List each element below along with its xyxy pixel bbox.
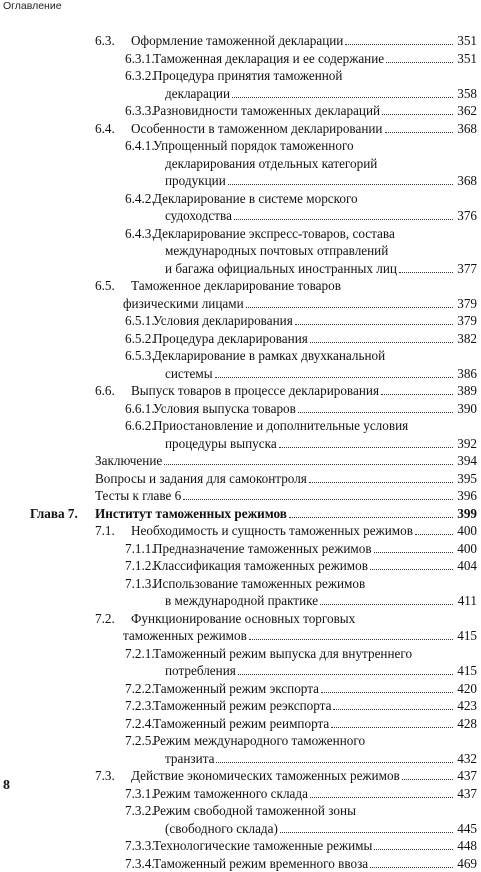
toc-line xyxy=(0,855,477,872)
section-title: Таможенная декларация и ее содержание xyxy=(153,50,384,68)
section-number: 7.2.4. xyxy=(125,715,153,733)
toc-entry xyxy=(0,382,481,400)
table-of-contents xyxy=(0,32,481,872)
dot-leader xyxy=(216,762,453,763)
toc-line xyxy=(0,382,477,400)
section-number: 7.2. xyxy=(95,610,131,628)
section-title: Таможенное декларирование товаров xyxy=(131,277,341,295)
section-title: Таможенный режим реэкспорта xyxy=(153,697,331,715)
section-title: Предназначение таможенных режимов xyxy=(153,540,372,558)
section-title: Режим свободной таможенной зоны xyxy=(153,802,356,820)
dot-leader xyxy=(280,832,453,833)
page-ref: 411 xyxy=(455,592,477,610)
toc-entry xyxy=(0,505,481,523)
toc-line xyxy=(0,67,477,85)
page-ref: 448 xyxy=(455,837,477,855)
section-title: Условия выпуска товаров xyxy=(153,400,296,418)
toc-entry xyxy=(0,575,481,610)
section-title: Использование таможенных режимов xyxy=(153,575,365,593)
toc-entry xyxy=(0,347,481,382)
toc-line xyxy=(0,295,477,313)
dot-leader xyxy=(345,44,453,45)
toc-entry xyxy=(0,837,481,855)
toc-line xyxy=(0,452,477,470)
section-title: Таможенный режим экспорта xyxy=(153,680,319,698)
section-title: Декларирование экспресс-товаров, состава xyxy=(153,225,395,243)
section-number: 7.1.3. xyxy=(125,575,153,593)
toc-entry xyxy=(0,855,481,872)
section-title: таможенных режимов xyxy=(123,627,247,645)
section-number: 6.4.2. xyxy=(125,190,153,208)
section-title: декларирования отдельных категорий xyxy=(165,155,377,173)
toc-line xyxy=(0,312,477,330)
section-title: Технологические таможенные режимы xyxy=(153,837,372,855)
section-title: Упрощенный порядок таможенного xyxy=(153,137,354,155)
section-number: 7.2.2. xyxy=(125,680,153,698)
toc-entry xyxy=(0,400,481,418)
page-ref: 379 xyxy=(455,312,477,330)
section-number: 6.3. xyxy=(95,32,131,50)
toc-line xyxy=(0,32,477,50)
section-number: 7.3.1. xyxy=(125,785,153,803)
section-title: Выпуск товаров в процессе декларирования xyxy=(131,382,379,400)
toc-entry xyxy=(0,540,481,558)
dot-leader xyxy=(279,447,453,448)
dot-leader xyxy=(381,394,453,395)
page-ref: 362 xyxy=(455,102,477,120)
dot-leader xyxy=(310,342,453,343)
page-ref: 437 xyxy=(455,785,477,803)
section-title: физическими лицами xyxy=(123,295,244,313)
dot-leader xyxy=(310,797,453,798)
toc-line xyxy=(0,627,477,645)
section-title: Таможенный режим реимпорта xyxy=(153,715,329,733)
section-number: 7.1.1. xyxy=(125,540,153,558)
section-title: Необходимость и сущность таможенных режимов xyxy=(131,522,413,540)
toc-entry xyxy=(0,767,481,785)
toc-entry xyxy=(0,470,481,488)
page-ref: 368 xyxy=(455,172,477,190)
section-title: Вопросы и задания для самоконтроля xyxy=(95,470,307,488)
toc-line xyxy=(0,277,477,295)
dot-leader xyxy=(374,849,453,850)
toc-entry xyxy=(0,732,481,767)
page-ref: 415 xyxy=(455,662,477,680)
toc-line xyxy=(0,802,477,820)
toc-entry xyxy=(0,680,481,698)
toc-entry xyxy=(0,225,481,278)
page-ref: 377 xyxy=(455,260,477,278)
section-title: судоходства xyxy=(165,207,232,225)
toc-entry xyxy=(0,645,481,680)
dot-leader xyxy=(309,482,453,483)
toc-line xyxy=(0,487,477,505)
toc-entry xyxy=(0,715,481,733)
toc-line xyxy=(0,225,477,243)
section-title: транзита xyxy=(165,750,214,768)
section-title: Разновидности таможенных деклараций xyxy=(153,102,380,120)
toc-line xyxy=(0,207,477,225)
dot-leader xyxy=(249,639,453,640)
section-number: 7.3.3. xyxy=(125,837,153,855)
chapter-label: Глава 7. xyxy=(30,505,78,523)
toc-entry xyxy=(0,67,481,102)
page-ref: 389 xyxy=(455,382,477,400)
dot-leader xyxy=(238,674,453,675)
page-ref: 390 xyxy=(455,400,477,418)
dot-leader xyxy=(386,62,453,63)
toc-line xyxy=(0,540,477,558)
section-number: 7.3.4. xyxy=(125,855,153,872)
page-ref: 423 xyxy=(455,697,477,715)
toc-entry xyxy=(0,417,481,452)
dot-leader xyxy=(370,569,453,570)
toc-line xyxy=(0,50,477,68)
page-ref: 420 xyxy=(455,680,477,698)
page-ref: 395 xyxy=(455,470,477,488)
toc-entry xyxy=(0,785,481,803)
dot-leader xyxy=(399,272,453,273)
page-ref: 376 xyxy=(455,207,477,225)
section-title: и багажа официальных иностранных лиц xyxy=(165,260,397,278)
toc-entry xyxy=(0,487,481,505)
section-number: 7.1. xyxy=(95,522,131,540)
dot-leader xyxy=(164,464,453,465)
section-title: Действие экономических таможенных режимов xyxy=(131,767,400,785)
page-ref: 379 xyxy=(455,295,477,313)
section-title: потребления xyxy=(165,662,236,680)
section-title: (свободного склада) xyxy=(165,820,278,838)
toc-entry xyxy=(0,330,481,348)
dot-leader xyxy=(228,184,453,185)
section-number: 6.5. xyxy=(95,277,131,295)
toc-entry xyxy=(0,50,481,68)
section-title: Процедура принятия таможенной xyxy=(153,67,342,85)
section-number: 6.3.3. xyxy=(125,102,153,120)
section-title: Особенности в таможенном декларировании xyxy=(131,120,383,138)
toc-line xyxy=(0,435,477,453)
section-title: международных почтовых отправлений xyxy=(165,242,388,260)
toc-entry xyxy=(0,452,481,470)
section-number: 7.1.2. xyxy=(125,557,153,575)
dot-leader xyxy=(402,779,453,780)
section-number: 7.2.5. xyxy=(125,732,153,750)
toc-line xyxy=(0,260,477,278)
section-number: 6.6. xyxy=(95,382,131,400)
toc-line xyxy=(0,155,477,173)
toc-line xyxy=(0,715,477,733)
toc-line xyxy=(0,120,477,138)
dot-leader xyxy=(246,307,453,308)
page-ref: 437 xyxy=(455,767,477,785)
toc-entry xyxy=(0,697,481,715)
toc-line xyxy=(0,697,477,715)
toc-line xyxy=(0,732,477,750)
section-title: Таможенный режим выпуска для внутреннего xyxy=(153,645,412,663)
section-title: Режим международного таможенного xyxy=(153,732,365,750)
page-ref: 396 xyxy=(455,487,477,505)
toc-line xyxy=(0,347,477,365)
page-ref: 445 xyxy=(455,820,477,838)
toc-entry xyxy=(0,120,481,138)
section-title: Функционирование основных торговых xyxy=(131,610,355,628)
toc-line xyxy=(0,575,477,593)
toc-line xyxy=(0,592,477,610)
section-title: Классификация таможенных режимов xyxy=(153,557,368,575)
page-ref: 386 xyxy=(455,365,477,383)
dot-leader xyxy=(183,499,453,500)
section-number: 6.5.3. xyxy=(125,347,153,365)
section-number: 6.4.1. xyxy=(125,137,153,155)
toc-entry xyxy=(0,557,481,575)
toc-entry xyxy=(0,802,481,837)
section-title: Заключение xyxy=(95,452,162,470)
toc-entry xyxy=(0,277,481,312)
toc-entry xyxy=(0,190,481,225)
section-title: Тесты к главе 6 xyxy=(95,487,181,505)
dot-leader xyxy=(295,324,453,325)
page-ref: 404 xyxy=(455,557,477,575)
toc-line xyxy=(0,785,477,803)
section-number: 6.3.2. xyxy=(125,67,153,85)
section-title: продукции xyxy=(165,172,226,190)
page-ref: 382 xyxy=(455,330,477,348)
toc-line xyxy=(0,837,477,855)
toc-line xyxy=(0,190,477,208)
toc-line xyxy=(0,365,477,383)
toc-line xyxy=(0,750,477,768)
toc-line xyxy=(0,242,477,260)
page-ref: 432 xyxy=(455,750,477,768)
section-title: в международной практике xyxy=(165,592,318,610)
section-number: 6.4. xyxy=(95,120,131,138)
toc-line xyxy=(0,470,477,488)
page-ref: 392 xyxy=(455,435,477,453)
dot-leader xyxy=(374,552,453,553)
toc-entry xyxy=(0,610,481,645)
section-title: декларации xyxy=(165,85,230,103)
toc-line xyxy=(0,610,477,628)
toc-line xyxy=(0,102,477,120)
toc-line xyxy=(0,137,477,155)
page-ref: 469 xyxy=(455,855,477,872)
section-title: Процедура декларирования xyxy=(153,330,308,348)
section-number: 6.6.2. xyxy=(125,417,153,435)
toc-line xyxy=(0,400,477,418)
page-ref: 394 xyxy=(455,452,477,470)
toc-line xyxy=(0,330,477,348)
dot-leader xyxy=(289,517,453,518)
section-number: 7.2.3. xyxy=(125,697,153,715)
toc-line xyxy=(0,820,477,838)
toc-line xyxy=(0,417,477,435)
dot-leader xyxy=(415,534,453,535)
page-ref: 368 xyxy=(455,120,477,138)
toc-entry xyxy=(0,137,481,190)
section-title: Декларирование в системе морского xyxy=(153,190,358,208)
toc-entry xyxy=(0,102,481,120)
section-number: 7.2.1. xyxy=(125,645,153,663)
dot-leader xyxy=(333,709,453,710)
page-ref: 358 xyxy=(455,85,477,103)
section-number: 6.5.2. xyxy=(125,330,153,348)
toc-line xyxy=(0,767,477,785)
dot-leader xyxy=(385,132,454,133)
section-title: системы xyxy=(165,365,213,383)
dot-leader xyxy=(331,727,453,728)
section-title: Таможенный режим временного ввоза xyxy=(153,855,368,872)
dot-leader xyxy=(320,604,453,605)
dot-leader xyxy=(382,114,453,115)
section-number: 6.5.1. xyxy=(125,312,153,330)
page-number: 8 xyxy=(3,778,10,794)
section-title: Условия декларирования xyxy=(153,312,293,330)
dot-leader xyxy=(232,97,453,98)
section-title: Оформление таможенной декларации xyxy=(131,32,343,50)
toc-line xyxy=(0,172,477,190)
running-header: Оглавление xyxy=(3,0,62,12)
page-ref: 428 xyxy=(455,715,477,733)
toc-line xyxy=(0,680,477,698)
dot-leader xyxy=(298,412,453,413)
page-ref: 351 xyxy=(455,32,477,50)
toc-line xyxy=(0,557,477,575)
toc-line xyxy=(0,645,477,663)
section-number: 7.3.2. xyxy=(125,802,153,820)
toc-line xyxy=(0,522,477,540)
toc-line xyxy=(0,662,477,680)
section-number: 6.4.3. xyxy=(125,225,153,243)
section-title: процедуры выпуска xyxy=(165,435,277,453)
dot-leader xyxy=(370,867,453,868)
section-title: Декларирование в рамках двухканальной xyxy=(153,347,385,365)
toc-entry xyxy=(0,522,481,540)
section-number: 7.3. xyxy=(95,767,131,785)
section-number: 6.3.1. xyxy=(125,50,153,68)
section-title: Приостановление и дополнительные условия xyxy=(153,417,408,435)
toc-line xyxy=(0,85,477,103)
page-ref: 351 xyxy=(455,50,477,68)
toc-entry xyxy=(0,32,481,50)
page-ref: 399 xyxy=(455,505,477,523)
page-ref: 400 xyxy=(455,522,477,540)
dot-leader xyxy=(234,219,453,220)
dot-leader xyxy=(321,692,453,693)
section-title: Режим таможенного склада xyxy=(153,785,308,803)
page-ref: 400 xyxy=(455,540,477,558)
page-ref: 415 xyxy=(455,627,477,645)
dot-leader xyxy=(215,377,453,378)
section-number: 6.6.1. xyxy=(125,400,153,418)
section-title: Институт таможенных режимов xyxy=(95,505,287,523)
toc-entry xyxy=(0,312,481,330)
